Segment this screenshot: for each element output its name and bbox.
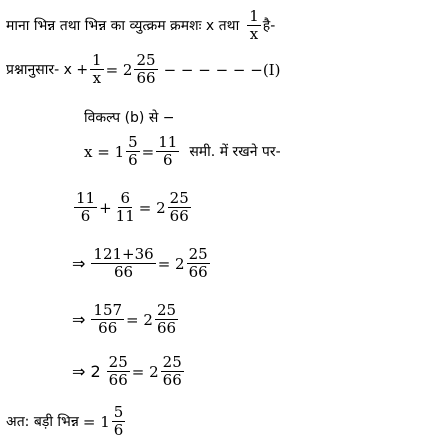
step-line-3 [72, 302, 180, 337]
equals-two: = 2 [138, 198, 166, 217]
step-line-1 [72, 190, 193, 225]
option-text: विकल्प (b) से − [84, 110, 175, 126]
equals-sign: = [141, 142, 155, 161]
fraction-1-over-x: $\frac{1}{x}$ [92, 51, 102, 87]
equation-tag: − − − − − −(I) [163, 60, 281, 79]
fraction-11-6: $\frac{11}{6}$ [76, 189, 96, 225]
fraction-5-6: $\frac{5}{6}$ [128, 133, 138, 169]
implies-arrow: ⇒ [72, 253, 86, 273]
mixed-fraction: $\frac{25}{66}$ [188, 245, 208, 281]
plus-sign: + [99, 198, 112, 217]
mixed-fraction: $\frac{25}{66}$ [169, 189, 189, 225]
step-line-2 [72, 246, 212, 281]
statement-suffix: है- [262, 17, 276, 34]
equals-two: = 2 [105, 60, 133, 79]
mixed-fraction-right: $\frac{25}{66}$ [162, 353, 182, 389]
implies-arrow-two: ⇒ 2 [72, 361, 101, 381]
fraction-sum: $\frac{121+36}{66}$ [93, 245, 154, 281]
equation-line-1 [6, 52, 280, 87]
mixed-fraction-left: $\frac{25}{66}$ [108, 353, 128, 389]
equation-prefix: प्रश्नानुसार- x + [6, 61, 89, 78]
statement-line [6, 8, 275, 43]
fraction-5-6: $\frac{5}{6}$ [113, 403, 124, 439]
substitution-note: समी. में रखने पर- [189, 143, 281, 160]
fraction-6-11: $\frac{6}{11}$ [115, 189, 135, 225]
equals-two: = 2 [157, 254, 185, 273]
statement-text: माना भिन्न तथा भिन्न का व्युत्क्रम क्रमशः x तथा [6, 17, 240, 34]
equals-two: = 2 [126, 310, 153, 329]
implies-arrow: ⇒ [72, 309, 86, 329]
step-line-4 [72, 354, 186, 389]
x-equals-one: x = 1 [84, 142, 125, 161]
reciprocal-fraction: $\frac{1}{x}$ [249, 7, 259, 43]
conclusion-text: अत: बड़ी भिन्न [6, 413, 79, 430]
mixed-fraction: $\frac{25}{66}$ [156, 301, 177, 337]
fraction-11-6: $\frac{11}{6}$ [158, 133, 178, 169]
mixed-fraction: $\frac{25}{66}$ [136, 51, 156, 87]
conclusion-line [6, 404, 127, 439]
substitution-line [84, 134, 281, 169]
fraction-157-66: $\frac{157}{66}$ [93, 301, 123, 337]
equals-two: = 2 [131, 362, 159, 381]
option-line [84, 108, 174, 127]
equals-one: = 1 [82, 412, 110, 431]
